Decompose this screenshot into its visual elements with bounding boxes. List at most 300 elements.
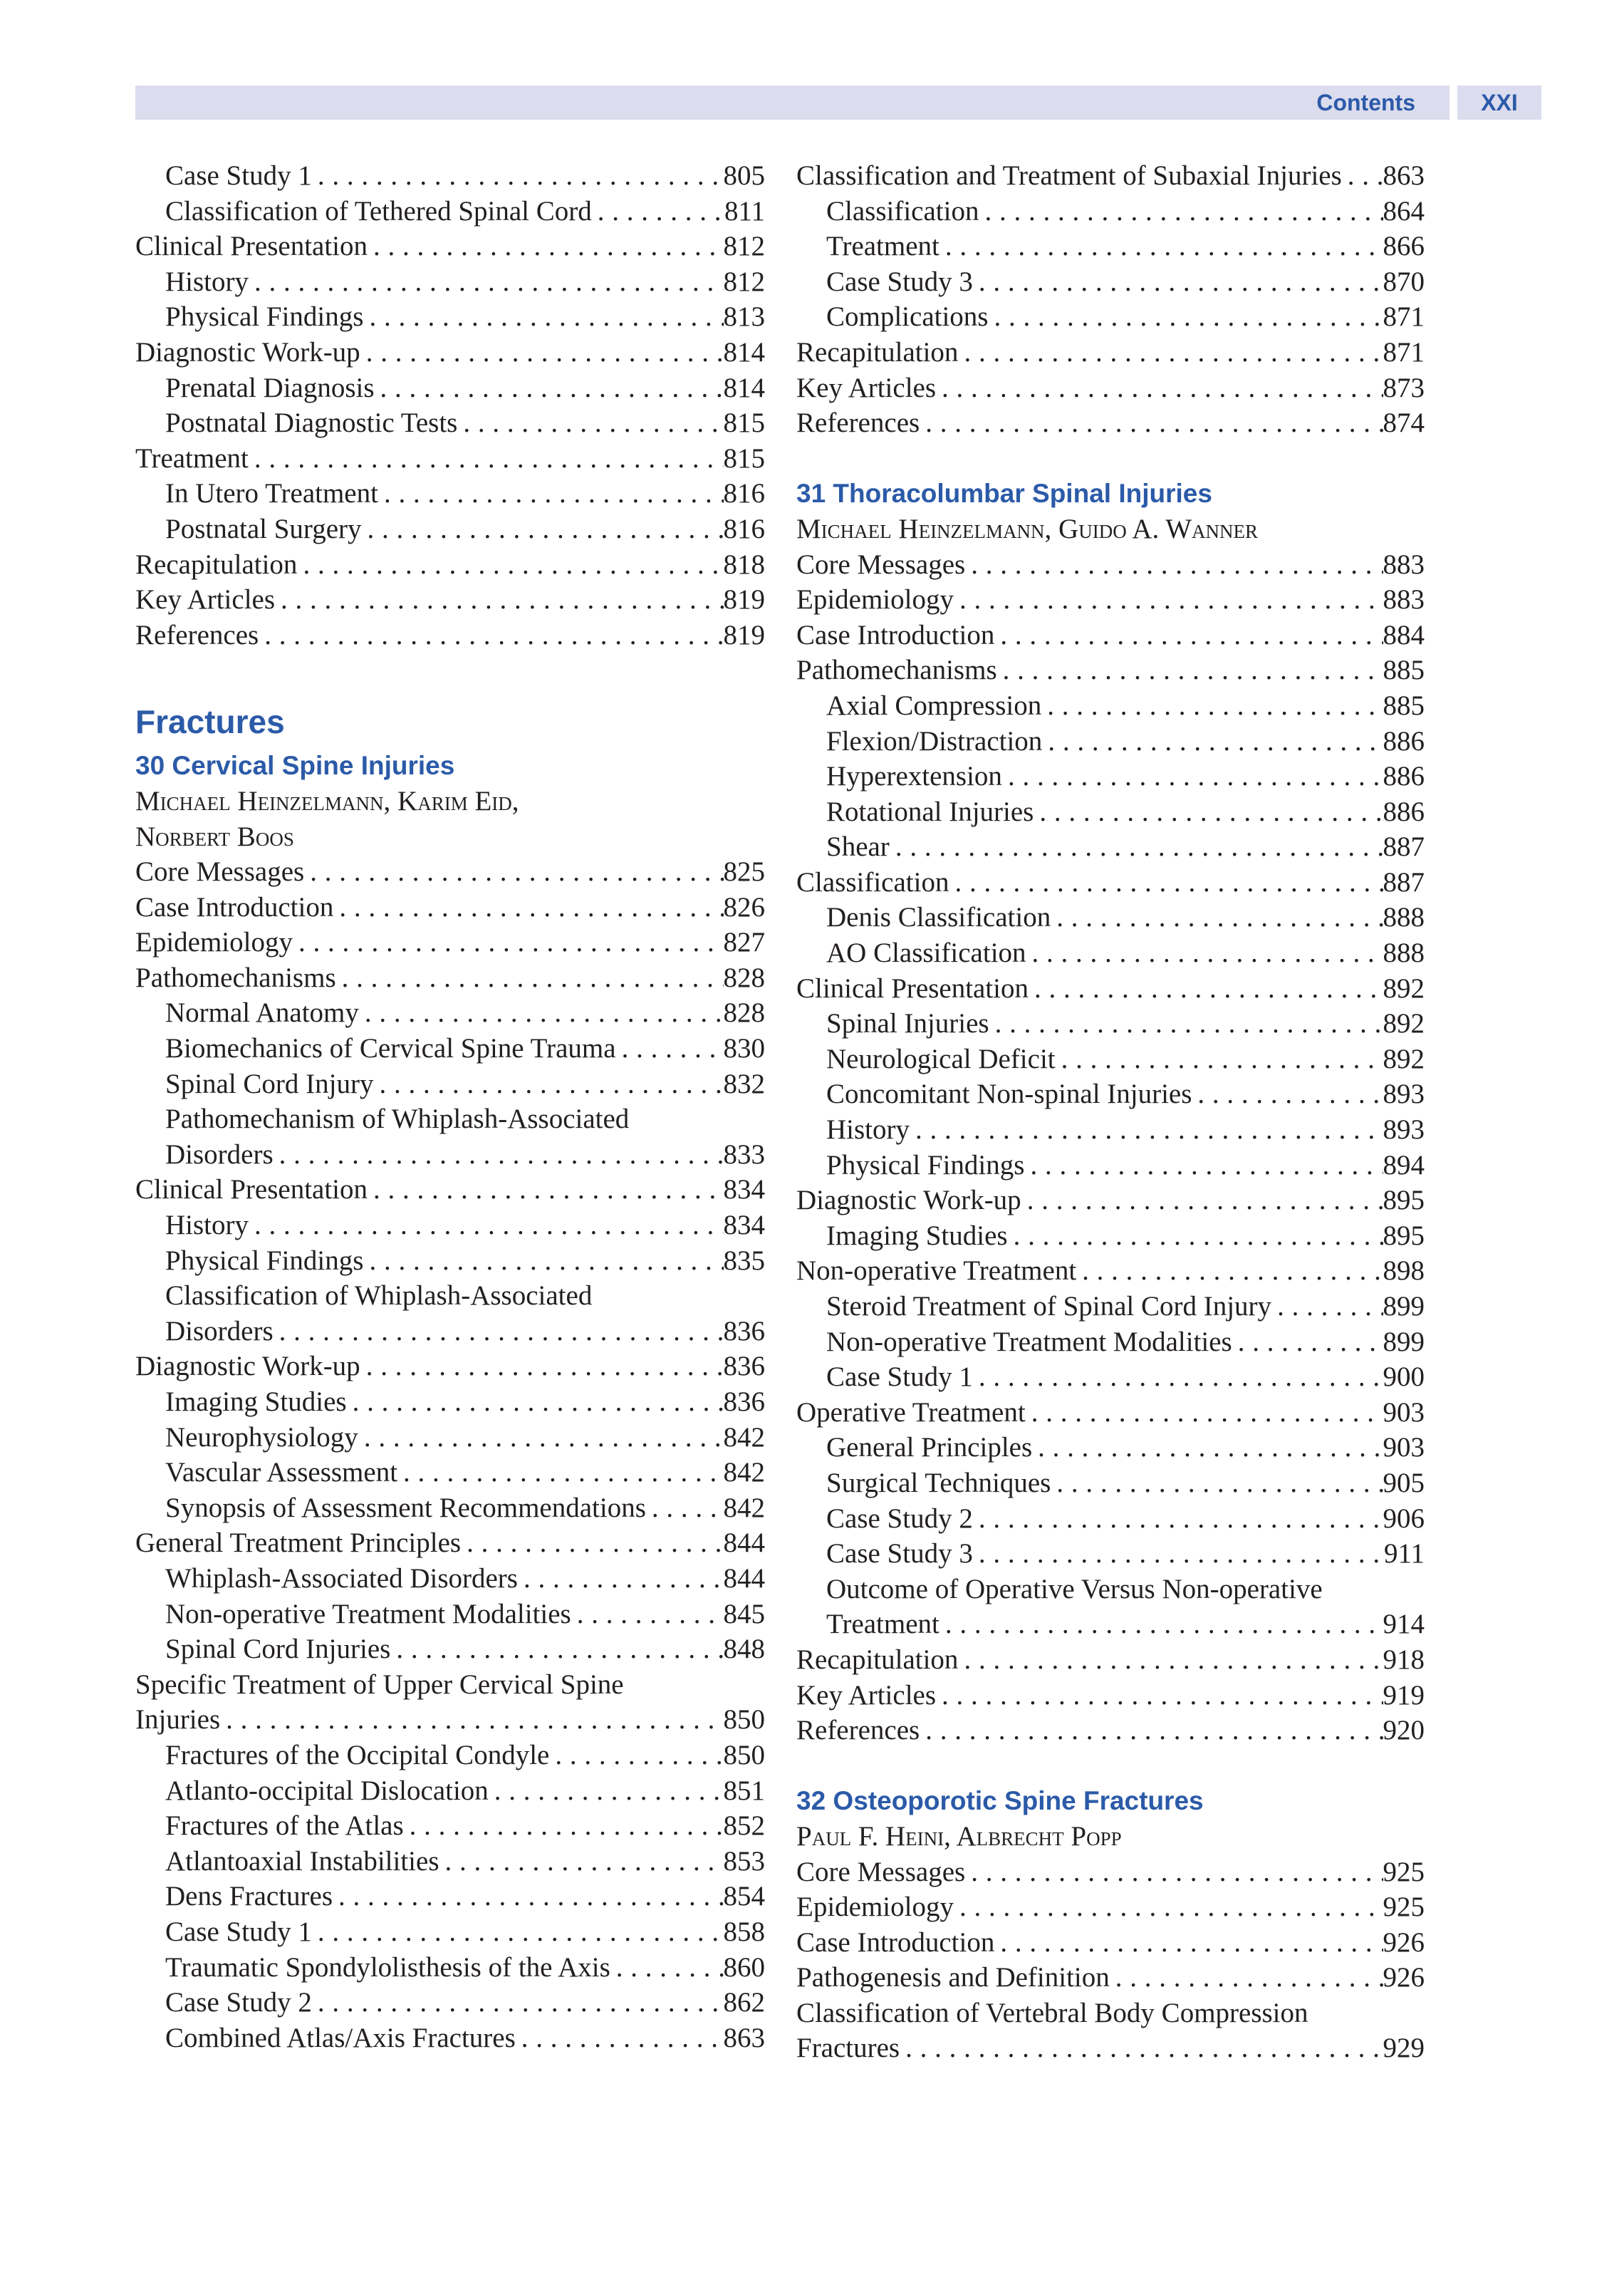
dot-leader xyxy=(920,1713,1383,1748)
toc-entry[interactable] xyxy=(796,1855,1425,1890)
toc-entry-title: Flexion/Distraction xyxy=(826,725,1043,757)
toc-entry-title: Case Study 3 xyxy=(826,1538,973,1570)
toc-entry-page: 825 xyxy=(723,856,765,888)
dot-leader xyxy=(949,865,1383,901)
dot-leader xyxy=(973,1536,1384,1572)
toc-group xyxy=(796,547,1425,1572)
toc-entry-page: 850 xyxy=(723,1704,765,1736)
toc-entry-page: 844 xyxy=(723,1527,765,1559)
toc-entry-title: Classification of Tethered Spinal Cord xyxy=(165,195,592,227)
toc-entry[interactable] xyxy=(135,299,765,335)
toc-entry[interactable] xyxy=(796,900,1425,935)
dot-leader xyxy=(973,1359,1383,1395)
toc-entry-page: 834 xyxy=(723,1210,765,1241)
dot-leader xyxy=(646,1490,724,1526)
toc-entry-page: 815 xyxy=(723,408,765,439)
dot-leader xyxy=(997,653,1383,688)
toc-entry-page: 815 xyxy=(723,442,765,474)
toc-entry[interactable] xyxy=(135,582,765,618)
dot-leader xyxy=(1110,1960,1383,1996)
dot-leader xyxy=(900,2030,1383,2066)
toc-entry-title: References xyxy=(796,1715,920,1746)
toc-entry[interactable] xyxy=(135,370,765,406)
toc-entry[interactable] xyxy=(796,724,1425,759)
toc-entry-line[interactable]: Pathomechanism of Whiplash-Associated xyxy=(165,1104,630,1135)
toc-entry-page: 892 xyxy=(1383,1043,1425,1074)
toc-entry[interactable] xyxy=(796,1607,1425,1642)
dot-leader xyxy=(1042,724,1383,759)
dot-leader xyxy=(404,1808,724,1844)
toc-entry-title: Case Study 2 xyxy=(826,1503,973,1534)
toc-entry-title: Pathomechanisms xyxy=(135,962,336,993)
toc-entry[interactable] xyxy=(796,829,1425,865)
toc-entry-title: Non-operative Treatment Modalities xyxy=(165,1598,571,1629)
toc-entry[interactable] xyxy=(135,1597,765,1632)
toc-entry-page: 883 xyxy=(1383,549,1425,580)
dot-leader xyxy=(958,335,1383,370)
toc-entry-line[interactable]: Outcome of Operative Versus Non-operative xyxy=(826,1573,1323,1604)
toc-entry-page: 835 xyxy=(723,1245,765,1276)
toc-entry-title: In Utero Treatment xyxy=(165,478,378,509)
dot-leader xyxy=(249,264,724,300)
dot-leader xyxy=(363,299,723,335)
chapter-authors: Norbert Boos xyxy=(135,821,294,852)
toc-group xyxy=(135,1738,765,2055)
toc-entry[interactable] xyxy=(796,1289,1425,1324)
toc-entry-title: Disorders xyxy=(165,1138,274,1170)
toc-entry[interactable] xyxy=(796,1218,1425,1254)
toc-entry[interactable] xyxy=(796,759,1425,794)
toc-entry[interactable] xyxy=(796,2030,1425,2066)
toc-entry-title: Axial Compression xyxy=(826,690,1042,721)
toc-entry[interactable] xyxy=(796,582,1425,618)
dot-leader xyxy=(359,995,724,1031)
toc-entry[interactable] xyxy=(796,653,1425,688)
dot-leader xyxy=(368,1172,723,1208)
toc-entry-title: Spinal Cord Injury xyxy=(165,1068,374,1099)
toc-entry[interactable] xyxy=(135,158,765,194)
toc-entry-title: Atlantoaxial Instabilities xyxy=(165,1845,439,1877)
toc-entry[interactable] xyxy=(796,158,1425,194)
toc-entry-page: 926 xyxy=(1383,1926,1425,1958)
toc-entry-title: AO Classification xyxy=(826,938,1026,969)
toc-entry[interactable] xyxy=(796,194,1425,229)
toc-entry[interactable] xyxy=(796,405,1425,441)
toc-entry-page: 884 xyxy=(1383,619,1425,650)
toc-entry[interactable] xyxy=(135,1808,765,1844)
toc-group xyxy=(796,2030,1425,2066)
dot-leader xyxy=(910,1112,1383,1148)
toc-entry[interactable] xyxy=(135,229,765,264)
toc-entry-page: 827 xyxy=(723,927,765,958)
toc-entry-page: 844 xyxy=(723,1562,765,1594)
toc-entry-page: 854 xyxy=(723,1881,765,1912)
page-number: XXI xyxy=(1457,85,1541,120)
dot-leader xyxy=(939,1607,1383,1642)
toc-entry[interactable] xyxy=(135,1067,765,1102)
toc-entry-title: References xyxy=(135,619,259,650)
toc-entry[interactable] xyxy=(135,547,765,583)
toc-entry[interactable] xyxy=(135,995,765,1031)
toc-entry-title: Imaging Studies xyxy=(165,1386,347,1417)
toc-entry[interactable] xyxy=(135,1773,765,1809)
toc-entry-title: Clinical Presentation xyxy=(135,1174,368,1205)
toc-entry[interactable] xyxy=(796,1466,1425,1501)
toc-entry[interactable] xyxy=(135,405,765,441)
toc-entry[interactable] xyxy=(796,971,1425,1007)
toc-entry[interactable] xyxy=(135,1349,765,1384)
toc-entry-page: 893 xyxy=(1383,1114,1425,1146)
toc-entry-title: Concomitant Non-spinal Injuries xyxy=(826,1079,1192,1110)
toc-entry[interactable] xyxy=(796,299,1425,335)
toc-entry-title: Fractures of the Occipital Condyle xyxy=(165,1739,550,1770)
toc-entry[interactable] xyxy=(796,1324,1425,1360)
toc-entry-page: 819 xyxy=(723,619,765,650)
toc-entry-title: Key Articles xyxy=(135,584,276,616)
toc-entry-page: 888 xyxy=(1383,902,1425,933)
toc-left-column xyxy=(135,158,765,2055)
chapter-authors: Michael Heinzelmann, Guido A. Wanner xyxy=(796,513,1259,544)
toc-entry-title: Classification xyxy=(826,195,979,227)
toc-entry-page: 819 xyxy=(723,584,765,616)
toc-entry-title: Steroid Treatment of Spinal Cord Injury xyxy=(826,1291,1272,1322)
toc-entry[interactable] xyxy=(796,618,1425,653)
toc-entry[interactable] xyxy=(796,264,1425,300)
toc-entry[interactable] xyxy=(135,1985,765,2021)
dot-leader xyxy=(592,194,724,229)
dot-leader xyxy=(994,618,1383,653)
toc-entry-page: 887 xyxy=(1383,831,1425,863)
toc-entry[interactable] xyxy=(135,854,765,890)
toc-entry-page: 886 xyxy=(1383,725,1425,757)
dot-leader xyxy=(457,405,723,441)
toc-entry[interactable] xyxy=(135,194,765,229)
toc-entry[interactable] xyxy=(135,512,765,547)
toc-entry-title: Epidemiology xyxy=(796,584,954,616)
toc-entry[interactable] xyxy=(135,890,765,925)
toc-entry-title: Case Introduction xyxy=(796,1926,995,1958)
dot-leader xyxy=(954,582,1383,618)
toc-entry[interactable] xyxy=(796,865,1425,901)
toc-entry-page: 885 xyxy=(1383,655,1425,686)
toc-entry-page: 870 xyxy=(1383,266,1425,297)
toc-entry-title: Core Messages xyxy=(796,549,966,580)
toc-entry-page: 834 xyxy=(723,1174,765,1205)
toc-group xyxy=(135,1172,765,1278)
toc-entry[interactable] xyxy=(135,1490,765,1526)
dot-leader xyxy=(312,1985,724,2021)
toc-entry[interactable] xyxy=(796,1678,1425,1713)
toc-entry-line[interactable]: Classification of Whiplash-Associated xyxy=(165,1280,593,1312)
toc-entry[interactable] xyxy=(135,1243,765,1279)
toc-entry[interactable] xyxy=(135,335,765,370)
toc-entry-title: Imaging Studies xyxy=(826,1220,1008,1251)
toc-entry-page: 887 xyxy=(1383,866,1425,898)
dot-leader xyxy=(373,1067,723,1102)
toc-entry[interactable] xyxy=(135,1738,765,1773)
chapter-title[interactable]: 32 Osteoporotic Spine Fractures xyxy=(796,1786,1204,1816)
toc-entry-page: 920 xyxy=(1383,1715,1425,1746)
toc-entry-title: Key Articles xyxy=(796,372,937,403)
toc-entry-page: 883 xyxy=(1383,584,1425,616)
toc-entry[interactable] xyxy=(796,1253,1425,1289)
toc-entry[interactable] xyxy=(796,1077,1425,1112)
toc-entry[interactable] xyxy=(796,1183,1425,1218)
toc-entry-title: Case Study 2 xyxy=(165,1987,312,2018)
toc-entry[interactable] xyxy=(135,441,765,477)
toc-entry-title: History xyxy=(165,1210,249,1241)
toc-entry-title: Epidemiology xyxy=(796,1892,954,1923)
toc-entry[interactable] xyxy=(796,229,1425,264)
toc-group xyxy=(135,1349,765,1666)
running-header-title: Contents xyxy=(1316,90,1415,115)
dot-leader xyxy=(1342,158,1383,194)
toc-entry-title: Key Articles xyxy=(796,1679,937,1711)
toc-entry-page: 814 xyxy=(723,336,765,368)
toc-entry-title: Neurophysiology xyxy=(165,1421,358,1453)
dot-leader xyxy=(549,1738,723,1773)
toc-entry[interactable] xyxy=(135,1702,765,1738)
toc-entry[interactable] xyxy=(135,618,765,653)
toc-entry-title: Clinical Presentation xyxy=(796,972,1029,1004)
toc-entry-line[interactable]: Specific Treatment of Upper Cervical Spine xyxy=(135,1669,624,1700)
section-title: Fractures xyxy=(135,703,285,741)
toc-entry[interactable] xyxy=(135,1137,765,1173)
toc-entry-page: 888 xyxy=(1383,938,1425,969)
dot-leader xyxy=(312,1914,724,1950)
chapter-authors: Michael Heinzelmann, Karim Eid, xyxy=(135,785,519,816)
dot-leader xyxy=(516,2021,724,2056)
toc-entry-title: Hyperextension xyxy=(826,761,1002,792)
chapter-title[interactable]: 31 Thoracolumbar Spinal Injuries xyxy=(796,479,1212,509)
toc-entry-title: Vascular Assessment xyxy=(165,1457,398,1488)
toc-entry-page: 892 xyxy=(1383,1008,1425,1039)
toc-entry-title: Physical Findings xyxy=(165,301,364,333)
dot-leader xyxy=(375,370,724,406)
toc-entry-page: 899 xyxy=(1383,1326,1425,1357)
toc-entry[interactable] xyxy=(796,1112,1425,1148)
dot-leader xyxy=(939,229,1383,264)
dot-leader xyxy=(518,1561,724,1597)
toc-entry-page: 892 xyxy=(1383,972,1425,1004)
toc-entry-title: Case Study 1 xyxy=(165,1916,312,1947)
toc-entry[interactable] xyxy=(796,1430,1425,1466)
toc-entry[interactable] xyxy=(796,1395,1425,1431)
dot-leader xyxy=(274,1314,724,1349)
toc-entry-page: 905 xyxy=(1383,1467,1425,1498)
dot-leader xyxy=(390,1632,723,1667)
toc-entry[interactable] xyxy=(796,1536,1425,1572)
toc-group xyxy=(135,1137,765,1173)
toc-entry[interactable] xyxy=(135,1314,765,1349)
toc-entry[interactable] xyxy=(796,1148,1425,1183)
toc-entry[interactable] xyxy=(135,1031,765,1067)
dot-leader xyxy=(358,1420,724,1456)
toc-entry[interactable] xyxy=(135,1844,765,1879)
dot-leader xyxy=(368,229,723,264)
toc-entry-page: 828 xyxy=(723,997,765,1029)
toc-entry-page: 929 xyxy=(1383,2033,1425,2064)
toc-entry-title: Case Study 3 xyxy=(826,266,973,297)
dot-leader xyxy=(979,194,1383,229)
dot-leader xyxy=(936,1678,1383,1713)
toc-entry-title: Rotational Injuries xyxy=(826,796,1034,827)
dot-leader xyxy=(333,1879,723,1914)
dot-leader xyxy=(610,1950,724,1986)
toc-entry-line[interactable]: Classification of Vertebral Body Compression xyxy=(796,1997,1308,2028)
toc-entry[interactable] xyxy=(135,476,765,512)
toc-entry[interactable] xyxy=(135,1879,765,1914)
toc-group xyxy=(796,1642,1425,1748)
toc-entry-title: Operative Treatment xyxy=(796,1396,1026,1428)
toc-entry-page: 862 xyxy=(723,1987,765,2018)
toc-entry-page: 874 xyxy=(1383,408,1425,439)
toc-entry-title: Postnatal Surgery xyxy=(165,513,362,544)
toc-entry[interactable] xyxy=(135,1950,765,1986)
dot-leader xyxy=(220,1702,723,1738)
toc-entry[interactable] xyxy=(796,1960,1425,1996)
toc-group xyxy=(796,158,1425,441)
toc-entry-title: Core Messages xyxy=(135,856,305,888)
dot-leader xyxy=(1034,794,1383,830)
toc-entry-page: 906 xyxy=(1383,1503,1425,1534)
toc-entry-title: References xyxy=(796,408,920,439)
toc-entry[interactable] xyxy=(796,1925,1425,1961)
toc-entry-page: 894 xyxy=(1383,1149,1425,1181)
toc-entry-title: Fractures of the Atlas xyxy=(165,1810,404,1842)
toc-entry[interactable] xyxy=(796,1889,1425,1925)
toc-entry[interactable] xyxy=(796,1042,1425,1077)
toc-entry[interactable] xyxy=(135,1208,765,1243)
toc-entry-page: 918 xyxy=(1383,1644,1425,1675)
toc-entry[interactable] xyxy=(135,1561,765,1597)
dot-leader xyxy=(890,829,1383,865)
chapter-title[interactable]: 30 Cervical Spine Injuries xyxy=(135,751,455,781)
toc-entry-page: 842 xyxy=(723,1421,765,1453)
toc-entry-page: 925 xyxy=(1383,1892,1425,1923)
toc-entry-title: General Treatment Principles xyxy=(135,1527,462,1559)
toc-entry-title: Recapitulation xyxy=(796,1644,959,1675)
toc-entry-title: Shear xyxy=(826,831,890,863)
dot-leader xyxy=(1008,1218,1383,1254)
dot-leader xyxy=(973,264,1383,300)
toc-entry[interactable] xyxy=(135,1172,765,1208)
toc-entry-title: Combined Atlas/Axis Fractures xyxy=(165,2022,516,2053)
dot-leader xyxy=(333,890,723,925)
toc-entry-title: Diagnostic Work-up xyxy=(135,336,360,368)
toc-entry-title: Recapitulation xyxy=(135,549,298,580)
toc-entry-title: Injuries xyxy=(135,1704,221,1736)
toc-entry-title: Non-operative Treatment xyxy=(796,1255,1077,1287)
running-header-bar xyxy=(135,85,1449,120)
toc-entry-title: Surgical Techniques xyxy=(826,1467,1051,1498)
toc-entry-title: Pathomechanisms xyxy=(796,655,997,686)
dot-leader xyxy=(1002,759,1383,794)
toc-entry-title: Fractures xyxy=(796,2033,900,2064)
dot-leader xyxy=(347,1384,724,1420)
toc-entry[interactable] xyxy=(796,547,1425,583)
toc-entry-title: History xyxy=(165,266,249,297)
toc-entry-page: 833 xyxy=(723,1138,765,1170)
toc-entry[interactable] xyxy=(796,1359,1425,1395)
dot-leader xyxy=(1051,1466,1383,1501)
toc-entry[interactable] xyxy=(796,335,1425,370)
toc-entry-page: 893 xyxy=(1383,1079,1425,1110)
toc-entry[interactable] xyxy=(796,1642,1425,1678)
toc-entry-page: 860 xyxy=(723,1951,765,1983)
toc-entry-title: Physical Findings xyxy=(165,1245,364,1276)
dot-leader xyxy=(461,1525,723,1561)
toc-entry[interactable] xyxy=(135,1525,765,1561)
dot-leader xyxy=(297,547,723,583)
toc-entry-page: 848 xyxy=(723,1634,765,1665)
toc-entry[interactable] xyxy=(135,2021,765,2056)
toc-entry-page: 842 xyxy=(723,1492,765,1523)
toc-entry[interactable] xyxy=(796,794,1425,830)
dot-leader xyxy=(1056,1042,1383,1077)
toc-entry-page: 886 xyxy=(1383,761,1425,792)
toc-entry-page: 816 xyxy=(723,478,765,509)
toc-entry-page: 864 xyxy=(1383,195,1425,227)
dot-leader xyxy=(1032,1430,1383,1466)
toc-entry[interactable] xyxy=(135,1914,765,1950)
toc-entry[interactable] xyxy=(796,688,1425,724)
dot-leader xyxy=(249,1208,724,1243)
toc-entry[interactable] xyxy=(796,1713,1425,1748)
toc-entry[interactable] xyxy=(135,925,765,960)
toc-entry[interactable] xyxy=(135,1384,765,1420)
toc-group xyxy=(135,1702,765,1738)
dot-leader xyxy=(439,1844,724,1879)
toc-entry-page: 866 xyxy=(1383,231,1425,262)
toc-entry-title: Biomechanics of Cervical Spine Trauma xyxy=(165,1033,616,1064)
toc-entry[interactable] xyxy=(135,960,765,996)
toc-entry-page: 853 xyxy=(723,1845,765,1877)
dot-leader xyxy=(293,925,724,960)
toc-entry-page: 886 xyxy=(1383,796,1425,827)
dot-leader xyxy=(1232,1324,1383,1360)
toc-entry-title: Case Introduction xyxy=(796,619,995,650)
toc-entry-page: 919 xyxy=(1383,1679,1425,1711)
toc-entry-title: Clinical Presentation xyxy=(135,231,368,262)
toc-entry-title: Diagnostic Work-up xyxy=(796,1185,1021,1216)
dot-leader xyxy=(1076,1253,1383,1289)
dot-leader xyxy=(363,1243,723,1279)
toc-entry-page: 898 xyxy=(1383,1255,1425,1287)
toc-entry[interactable] xyxy=(135,1632,765,1667)
toc-entry-page: 818 xyxy=(723,549,765,580)
toc-entry-page: 871 xyxy=(1383,336,1425,368)
dot-leader xyxy=(973,1501,1383,1537)
toc-entry-page: 816 xyxy=(723,513,765,544)
toc-entry[interactable] xyxy=(135,1455,765,1490)
toc-entry-page: 852 xyxy=(723,1810,765,1842)
toc-entry[interactable] xyxy=(796,370,1425,406)
dot-leader xyxy=(994,1925,1383,1961)
toc-entry-page: 863 xyxy=(1383,160,1425,191)
toc-entry-title: Epidemiology xyxy=(135,927,293,958)
dot-leader xyxy=(954,1889,1383,1925)
toc-entry[interactable] xyxy=(796,935,1425,971)
toc-entry[interactable] xyxy=(796,1501,1425,1537)
toc-entry[interactable] xyxy=(135,1420,765,1456)
toc-entry-title: Disorders xyxy=(165,1315,274,1347)
dot-leader xyxy=(360,335,724,370)
toc-entry[interactable] xyxy=(135,264,765,300)
toc-entry-page: 814 xyxy=(723,372,765,403)
toc-entry-title: Treatment xyxy=(826,231,939,262)
toc-entry[interactable] xyxy=(796,1006,1425,1042)
